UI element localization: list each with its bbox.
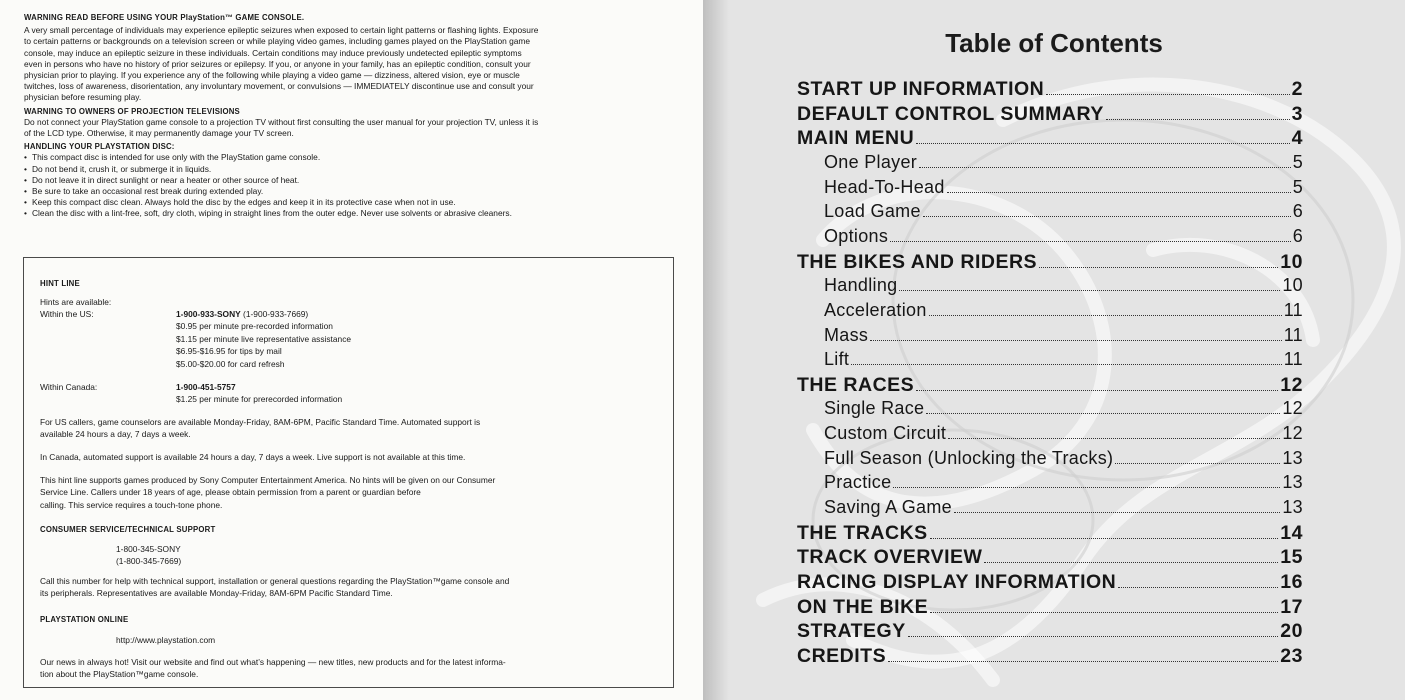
dot-leader: [1039, 267, 1278, 268]
canada-label: Within Canada:: [40, 382, 98, 392]
consumer-number-block: [116, 543, 181, 568]
us-label: Within the US:: [40, 309, 94, 319]
toc-entry: [824, 398, 1303, 422]
dot-leader: [870, 340, 1281, 341]
consumer-number-alt: (1-800-345-7669): [116, 556, 182, 567]
toc-entry-label: Head-To-Head: [824, 176, 945, 197]
dot-leader: [926, 413, 1280, 414]
dot-leader: [948, 438, 1280, 439]
dot-leader: [930, 538, 1279, 539]
toc-entry: [824, 325, 1303, 349]
toc-entry-label: Practice: [824, 472, 892, 493]
toc-entry-page: 5: [1292, 176, 1303, 197]
canada-rate: $1.25 per minute for prerecorded information: [176, 394, 343, 405]
hint-line-box: [23, 257, 674, 688]
dot-leader: [1115, 463, 1280, 464]
toc-entry: [797, 596, 1303, 620]
toc-entry-label: START UP INFORMATION: [797, 78, 1045, 100]
toc-entry-page: 11: [1283, 324, 1303, 345]
toc-entry-page: 20: [1280, 620, 1303, 643]
dot-leader: [916, 390, 1278, 391]
toc-entry-label: Load Game: [824, 201, 921, 222]
page-fold-shadow: [703, 0, 729, 700]
list-item: • This compact disc is intended for use only with the PlayStation game console.: [24, 152, 674, 163]
toc-entry: [824, 448, 1303, 472]
scea-note: This hint line supports games produced by Sony Computer Entertainment America. No hints will be given on our Consumer Service Line. Callers under 18 years of age, please obtain permission from a parent or guardian before calling. This service requires a touch-tone phone.: [40, 475, 496, 510]
dot-leader: [923, 216, 1291, 217]
toc-entry: [824, 472, 1303, 496]
canada-note: In Canada, automated support is available 24 hours a day, 7 days a week. Live support is not available at this time.: [40, 452, 466, 462]
online-url[interactable]: http://www.playstation.com: [116, 635, 216, 645]
toc-entry-page: 6: [1292, 201, 1303, 222]
toc-entry: [824, 177, 1303, 201]
consumer-number: 1-800-345-SONY: [116, 544, 181, 554]
toc-entry: [797, 571, 1303, 595]
toc-entry-label: Lift: [824, 349, 850, 370]
projection-heading: WARNING TO OWNERS OF PROJECTION TELEVISIONS: [24, 106, 240, 116]
toc-entry-page: 15: [1280, 546, 1303, 569]
toc-entry-page: 3: [1291, 102, 1303, 125]
dot-leader: [899, 290, 1280, 291]
toc-entry-page: 14: [1280, 521, 1303, 544]
toc-entry-page: 16: [1280, 571, 1303, 593]
dot-leader: [930, 612, 1278, 613]
toc-entry: [824, 423, 1303, 447]
dot-leader: [908, 636, 1279, 637]
dot-leader: [888, 661, 1278, 662]
consumer-text: Call this number for help with technical support, installation or general questions regarding the PlayStation™game console and its peripherals. Representatives are available Monday-Friday, 8AM-6PM Pacific Standard Time.: [40, 576, 510, 599]
us-rate: $1.15 per minute live representative assistance: [176, 333, 352, 344]
toc-entry-label: Options: [824, 225, 889, 246]
us-callers-note: For US callers, game counselors are available Monday-Friday, 8AM-6PM, Pacific Standard Time. Automated support is available 24 hours a day, 7 days a week.: [40, 417, 481, 440]
us-number: 1-900-933-SONY: [176, 309, 241, 319]
epilepsy-text: A very small percentage of individuals may experience epileptic seizures when exposed to certain light patterns or flashing lights. Exposure to certain patterns or backgrounds on a television screen or while playing video games, including games played on the PlayStation game console, may induce an epileptic seizure in these individuals. Certain conditions may induce previously undetected epileptic symptoms even in persons who have no history of prior seizures or epilepsy. If you, or anyone in your family, has an epileptic condition, consult your physician prior to playing. If you experience any of the following while playing a video game — dizziness, altered vision, eye or muscle twitches, loss of awareness, disorientation, any involuntary movement, or convulsions — IMMEDIATELY discontinue use and consult your physician before resuming play.: [24, 25, 539, 103]
hints-available: Hints are available:: [40, 297, 112, 307]
toc-entry-page: 10: [1282, 275, 1303, 296]
toc-entry-label: ON THE BIKE: [797, 595, 929, 618]
toc-entry-page: 11: [1283, 349, 1303, 370]
projection-text: Do not connect your PlayStation game console to a projection TV without first consulting the user manual for your projection TV, unless it is of the LCD type. Otherwise, it may permanently damage your TV screen.: [24, 116, 539, 139]
toc-entry: [824, 201, 1303, 225]
toc-entry-label: DEFAULT CONTROL SUMMARY: [797, 102, 1104, 125]
toc-entry: [797, 522, 1303, 546]
toc-entry: [824, 152, 1303, 176]
list-item: • Do not leave it in direct sunlight or near a heater or other source of heat.: [24, 175, 674, 186]
toc-entry-page: 5: [1292, 151, 1303, 172]
warnings-section: [24, 12, 674, 220]
toc-entry-label: Acceleration: [824, 299, 927, 320]
toc-entry-label: Single Race: [824, 398, 925, 419]
toc-entry-page: 23: [1280, 644, 1303, 667]
disc-list: [24, 152, 674, 219]
toc-entry-page: 4: [1291, 127, 1303, 150]
us-rate: $6.95-$16.95 for tips by mail: [176, 346, 282, 357]
toc-entry: [824, 226, 1303, 250]
toc-entry-page: 12: [1282, 423, 1303, 444]
us-number-block: [176, 308, 351, 370]
toc-entry-page: 6: [1292, 225, 1303, 246]
toc-entry-label: One Player: [824, 151, 918, 172]
dot-leader: [851, 364, 1281, 365]
dot-leader: [916, 143, 1289, 144]
epilepsy-heading: WARNING READ BEFORE USING YOUR PlayStation™ GAME CONSOLE.: [24, 13, 305, 22]
toc-entry-page: 13: [1282, 472, 1303, 493]
dot-leader: [1118, 587, 1278, 588]
toc-entry-label: CREDITS: [797, 644, 887, 667]
toc-entry-label: RACING DISPLAY INFORMATION: [797, 571, 1117, 593]
toc-entry: [797, 645, 1303, 669]
toc-entry: [824, 275, 1303, 299]
dot-leader: [1106, 119, 1290, 120]
toc-entry: [797, 103, 1303, 127]
us-rate: $5.00-$20.00 for card refresh: [176, 358, 285, 369]
consumer-service-title: CONSUMER SERVICE/TECHNICAL SUPPORT: [40, 525, 216, 534]
toc-entry-label: Handling: [824, 275, 898, 296]
toc-entry: [797, 127, 1303, 151]
dot-leader: [890, 241, 1291, 242]
toc-entry-page: 13: [1282, 447, 1303, 468]
us-number-alt: (1-900-933-7669): [240, 309, 309, 319]
online-text: Our news in always hot! Visit our website and find out what’s happening — new titles, new products and for the latest informa- tion about the PlayStation™game console.: [40, 657, 506, 680]
toc-entry-label: THE TRACKS: [797, 521, 928, 544]
canada-number: 1-900-451-5757: [176, 382, 236, 392]
list-item: • Keep this compact disc clean. Always hold the disc by the edges and keep it in its protective case when not in use.: [24, 197, 674, 208]
toc-entry-page: 17: [1280, 595, 1303, 618]
toc-entry-page: 11: [1283, 299, 1303, 320]
list-item: • Be sure to take an occasional rest break during extended play.: [24, 186, 674, 197]
toc-entry: [797, 620, 1303, 644]
online-title: PLAYSTATION ONLINE: [40, 615, 129, 624]
toc-entry-label: Mass: [824, 324, 869, 345]
dot-leader: [954, 512, 1280, 513]
toc-entry-label: TRACK OVERVIEW: [797, 546, 983, 569]
toc-entry-page: 12: [1280, 373, 1303, 396]
toc-entry-page: 13: [1282, 497, 1303, 518]
toc-entry-label: STRATEGY: [797, 620, 906, 643]
dot-leader: [919, 167, 1291, 168]
toc-entry-label: THE RACES: [797, 373, 915, 396]
toc-entry-label: MAIN MENU: [797, 127, 915, 150]
right-page: [703, 0, 1405, 700]
dot-leader: [984, 562, 1278, 563]
toc-entry: [797, 546, 1303, 570]
toc-entry: [797, 374, 1303, 398]
dot-leader: [1046, 94, 1289, 95]
hint-line-title: HINT LINE: [40, 279, 80, 288]
toc-entry-label: Full Season (Unlocking the Tracks): [824, 447, 1114, 468]
toc-entry: [797, 78, 1303, 102]
dot-leader: [893, 487, 1280, 488]
toc-entry: [824, 497, 1303, 521]
toc-entry: [824, 300, 1303, 324]
toc-entry: [824, 349, 1303, 373]
dot-leader: [929, 315, 1282, 316]
toc-title: Table of Contents: [945, 28, 1163, 58]
list-item: • Clean the disc with a lint-free, soft, dry cloth, wiping in straight lines from the outer edge. Never use solvents or abrasive cleaners.: [24, 208, 674, 219]
canada-number-block: [176, 381, 342, 406]
dot-leader: [947, 192, 1291, 193]
toc-entry: [797, 251, 1303, 275]
disc-heading: HANDLING YOUR PLAYSTATION DISC:: [24, 142, 175, 152]
toc-entry-page: 12: [1282, 398, 1303, 419]
toc-entry-label: THE BIKES AND RIDERS: [797, 250, 1038, 273]
list-item: • Do not bend it, crush it, or submerge it in liquids.: [24, 164, 674, 175]
toc-entry-page: 2: [1291, 78, 1303, 100]
toc-entry-page: 10: [1280, 250, 1303, 273]
toc-entry-label: Saving A Game: [824, 497, 952, 518]
toc-entry-label: Custom Circuit: [824, 423, 947, 444]
us-rate: $0.95 per minute pre-recorded information: [176, 321, 333, 332]
